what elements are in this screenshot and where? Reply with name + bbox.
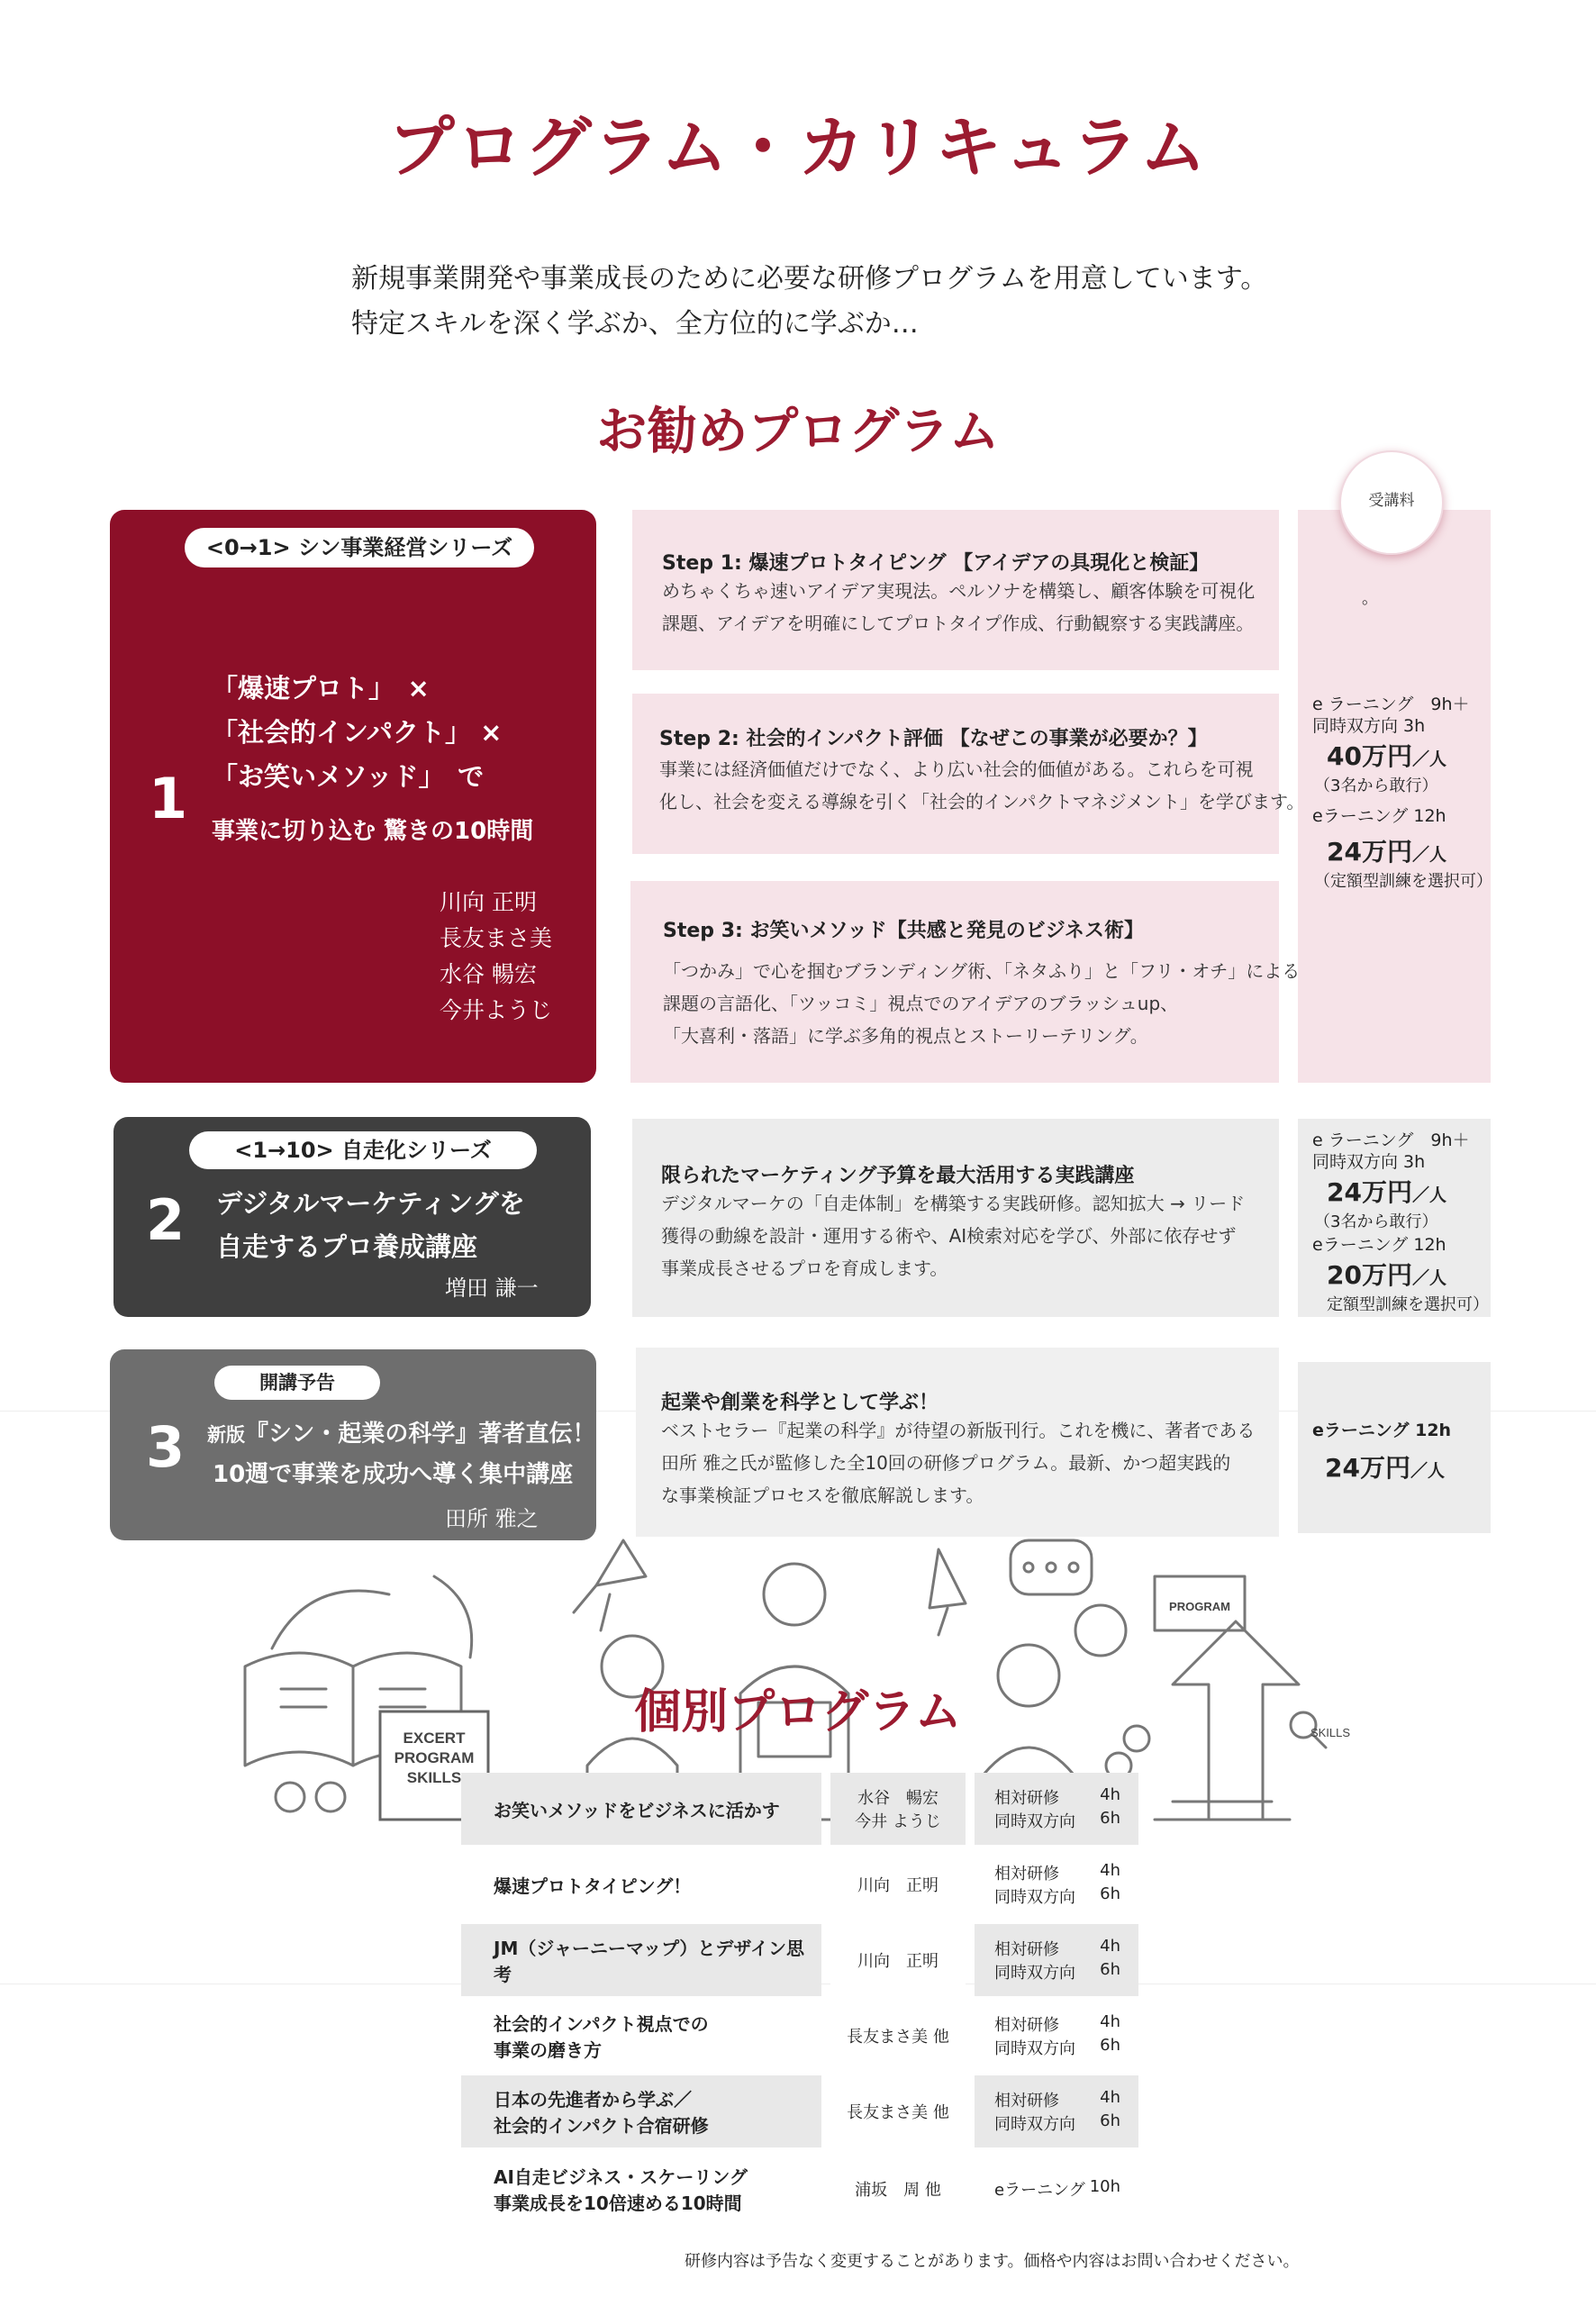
format-hours: 6h (1100, 1809, 1120, 1828)
program-title (461, 2151, 821, 2227)
step-line: 化し、社会を変える導線を引く「社会的インパクトマネジメント」を学びます。 (659, 791, 1305, 813)
program-tagline: 事業に切り込む 驚きの10時間 (212, 818, 534, 845)
step-line: 「大喜利・落語」に学ぶ多角的視点とストーリーテリング。 (663, 1025, 1148, 1047)
title-line: 事業成長を10倍速める10時間 (494, 2193, 742, 2214)
fee-block (1312, 1234, 1489, 1315)
format-type: 相対研修 (994, 1865, 1059, 1884)
title-line: 爆速プロトタイピング！ (494, 1875, 692, 1897)
instructor-line: 長友まさ美 他 (847, 2103, 949, 2122)
price-unit: ／人 (1410, 1461, 1445, 1481)
program-headline (212, 667, 502, 799)
program-title (461, 2075, 821, 2147)
book-text: EXCERT (403, 1730, 466, 1747)
desc-title: 起業や創業を科学として学ぶ！ (661, 1392, 939, 1414)
price-unit: ／人 (1411, 1268, 1446, 1288)
format-type: 同時双方向 (994, 1888, 1075, 1907)
price-unit: ／人 (1411, 845, 1446, 865)
format-hours: 10h (1089, 2177, 1120, 2196)
table-row (461, 2000, 1138, 2072)
format-hours: 6h (1100, 1884, 1120, 1903)
step-title: Step 3: お笑いメソッド【共感と発見のビジネス術】 (663, 920, 1145, 942)
instructor-line: 川向 正明 (857, 1952, 939, 1971)
format-hours: 6h (1100, 2036, 1120, 2055)
desc-line: デジタルマーケの「自走体制」を構築する実践研修。認知拡大 → リード (661, 1193, 1246, 1214)
format-type: 相対研修 (994, 1789, 1059, 1808)
intro-line: 特定スキルを深く学ぶか、全方位的に学ぶか… (351, 308, 919, 340)
fee-block (1312, 805, 1492, 892)
instructor-line: 川向 正明 (857, 1876, 939, 1895)
headline-line: 自走するプロ養成講座 (216, 1231, 478, 1262)
fee-block (1312, 1420, 1489, 1484)
program-instructor (830, 1773, 966, 1845)
price-value: 40万円 (1327, 741, 1412, 771)
program-instructor (830, 2151, 966, 2227)
step-line: めちゃくちゃ速いアイデア実現法。ペルソナを構築し、顧客体験を可視化 (662, 580, 1256, 602)
desc-body (661, 1414, 1255, 1512)
headline-line: 「お笑いメソッド」 で (212, 761, 485, 792)
table-row (461, 1773, 1138, 1845)
desc-title: 限られたマーケティング予算を最大活用する実践講座 (661, 1165, 1135, 1187)
program-title (461, 1848, 821, 1920)
announcement-pill: 開講予告 (214, 1366, 380, 1400)
program-number: 2 (146, 1187, 186, 1253)
title-line: 事業の磨き方 (494, 2039, 602, 2061)
program-number: 1 (149, 766, 188, 831)
instructor-name: 水谷 暢宏 (440, 961, 537, 987)
series-pill: <1→10> 自走化シリーズ (189, 1131, 537, 1169)
format-hours: 4h (1100, 1937, 1120, 1956)
book-text: PROGRAM (394, 1749, 475, 1766)
series-pill: <0→1> シン事業経営シリーズ (185, 528, 534, 567)
price-value: 24万円 (1325, 1453, 1410, 1483)
price-value: 24万円 (1327, 837, 1412, 867)
table-row (461, 1924, 1138, 1996)
table-row (461, 2151, 1138, 2227)
format-hours: 6h (1100, 1960, 1120, 1979)
format-hours: 4h (1100, 2088, 1120, 2107)
headline-line: 「社会的インパクト」 × (212, 717, 503, 748)
step-line: 事業には経済価値だけでなく、より広い社会的価値がある。これらを可視 (659, 758, 1254, 780)
fee-block (1312, 694, 1489, 796)
recommended-heading: お勧めプログラム (596, 403, 1000, 461)
format-type: eラーニング (994, 2181, 1085, 2200)
title-line: JM（ジャーニーマップ）とデザイン思考 (494, 1938, 804, 1985)
headline-line: デジタルマーケティングを (216, 1188, 525, 1219)
program-sign-text: PROGRAM (1169, 1600, 1230, 1613)
program-instructor (830, 1848, 966, 1920)
table-row (461, 2075, 1138, 2147)
headline-prefix: 新版 (207, 1424, 245, 1446)
page-title: プログラム・カリキュラム (387, 109, 1209, 186)
fee-price (1312, 1173, 1489, 1209)
title-line: AI自走ビジネス・スケーリング (494, 2166, 748, 2188)
book-text: SKILLS (406, 1769, 462, 1786)
step-line: 課題の言語化、「ツッコミ」視点でのアイデアのブラッシュup、 (663, 993, 1179, 1014)
instructor-name: 川向 正明 (440, 889, 537, 915)
program-title (461, 1773, 821, 1845)
fee-format: 同時双方向 3h (1312, 1152, 1426, 1172)
price-value: 24万円 (1327, 1177, 1412, 1207)
program-headline (216, 1182, 525, 1268)
instructor-list (440, 885, 552, 1029)
title-line: 日本の先進者から学ぶ／ (494, 2089, 692, 2111)
format-hours: 4h (1100, 2012, 1120, 2031)
desc-line: な事業検証プロセスを徹底解説します。 (661, 1484, 984, 1506)
instructor-name: 長友まさ美 (440, 925, 553, 951)
fee-badge: 受講料 (1339, 450, 1444, 555)
format-type: 同時双方向 (994, 1964, 1075, 1983)
instructor-name: 田所 雅之 (445, 1506, 539, 1531)
instructor-name: 今井ようじ (440, 997, 553, 1023)
program-format (975, 1773, 1138, 1845)
intro-line: 新規事業開発や事業成長のために必要な研修プログラムを用意しています。 (351, 263, 1268, 295)
fee-note: （3名から敢行） (1314, 776, 1438, 795)
price-value: 20万円 (1327, 1260, 1412, 1290)
format-type: 同時双方向 (994, 1812, 1075, 1831)
program-instructor (830, 2000, 966, 2072)
desc-line: 事業成長させるプロを育成します。 (661, 1257, 948, 1279)
headline-line: 「爆速プロト」 × (212, 673, 430, 704)
instructor-name: 増田 謙一 (445, 1276, 539, 1301)
fee-panel (1298, 510, 1491, 1083)
desc-line: 田所 雅之氏が監修した全10回の研修プログラム。最新、かつ超実践的 (661, 1452, 1231, 1474)
fee-format: eラーニング 12h (1312, 1421, 1452, 1440)
step-title: Step 2: 社会的インパクト評価 【なぜこの事業が必要か？】 (659, 728, 1208, 750)
step-body (663, 955, 1300, 1052)
headline-line: 10週で事業を成功へ導く集中講座 (213, 1461, 574, 1488)
instructor-line: 今井 ようじ (855, 1812, 941, 1831)
fee-dot: 。 (1362, 589, 1378, 608)
program-format (975, 2151, 1138, 2227)
program-number: 3 (146, 1414, 186, 1480)
fee-note: 定額型訓練を選択可） (1327, 1295, 1489, 1314)
desc-body (661, 1187, 1245, 1285)
fee-price (1312, 737, 1489, 773)
fee-note: （3名から敢行） (1314, 1212, 1438, 1231)
format-type: 同時双方向 (994, 2115, 1075, 2134)
step-title: Step 1: 爆速プロトタイピング 【アイデアの具現化と検証】 (662, 552, 1210, 575)
fee-format: eラーニング 12h (1312, 806, 1446, 826)
individual-table (461, 1773, 1138, 2227)
format-type: 相対研修 (994, 2092, 1059, 2111)
format-type: 相対研修 (994, 1940, 1059, 1959)
step-line: 「つかみ」で心を掴むブランディング術、「ネタふり」と「フリ・オチ」による (663, 960, 1301, 982)
headline-line: 『シン・起業の科学』著者直伝！ (245, 1421, 596, 1448)
fee-format: e ラーニング 9h＋ (1312, 695, 1470, 714)
format-hours: 4h (1100, 1861, 1120, 1880)
price-unit: ／人 (1411, 749, 1446, 769)
format-type: 同時双方向 (994, 2039, 1075, 2058)
instructor-line: 長友まさ美 他 (847, 2028, 949, 2047)
program-headline (207, 1414, 595, 1494)
fee-format: 同時双方向 3h (1312, 716, 1426, 736)
program-title (461, 2000, 821, 2072)
fee-block (1312, 1130, 1489, 1232)
fee-note: （定額型訓練を選択可） (1314, 872, 1492, 891)
program-format (975, 2000, 1138, 2072)
price-unit: ／人 (1411, 1185, 1446, 1205)
format-hours: 4h (1100, 1785, 1120, 1804)
fee-price (1312, 832, 1489, 868)
title-line: 社会的インパクト視点での (494, 2013, 709, 2035)
instructor-line: 水谷 暢宏 (857, 1789, 939, 1808)
program-format (975, 1848, 1138, 1920)
desc-line: 獲得の動線を設計・運用する術や、AI検索対応を学び、外部に依存せず (661, 1225, 1237, 1247)
step-line: 課題、アイデアを明確にしてプロトタイプ作成、行動観察する実践講座。 (662, 613, 1255, 634)
title-line: お笑いメソッドをビジネスに活かす (494, 1799, 780, 1821)
fee-price (1312, 1256, 1489, 1292)
program-format (975, 2075, 1138, 2147)
fee-format: eラーニング 12h (1312, 1235, 1446, 1255)
fee-price (1312, 1448, 1489, 1484)
program-title (461, 1924, 821, 1996)
format-hours: 6h (1100, 2111, 1120, 2130)
instructor-line: 浦坂 周 他 (855, 2181, 941, 2200)
fee-format: e ラーニング 9h＋ (1312, 1130, 1470, 1150)
program-format (975, 1924, 1138, 1996)
program-instructor (830, 1924, 966, 1996)
title-line: 社会的インパクト合宿研修 (494, 2115, 709, 2137)
skills-text: SKILLS (1310, 1726, 1351, 1739)
step-body (662, 575, 1255, 640)
step-body (659, 753, 1304, 818)
table-row (461, 1848, 1138, 1920)
intro-text (351, 257, 1267, 347)
individual-heading: 個別プログラム (634, 1685, 962, 1739)
desc-line: ベストセラー『起業の科学』が待望の新版刊行。これを機に、著者である (661, 1420, 1256, 1441)
format-type: 相対研修 (994, 2016, 1059, 2035)
footnote: 研修内容は予告なく変更することがあります。価格や内容はお問い合わせください。 (685, 2252, 1300, 2271)
program-instructor (830, 2075, 966, 2147)
